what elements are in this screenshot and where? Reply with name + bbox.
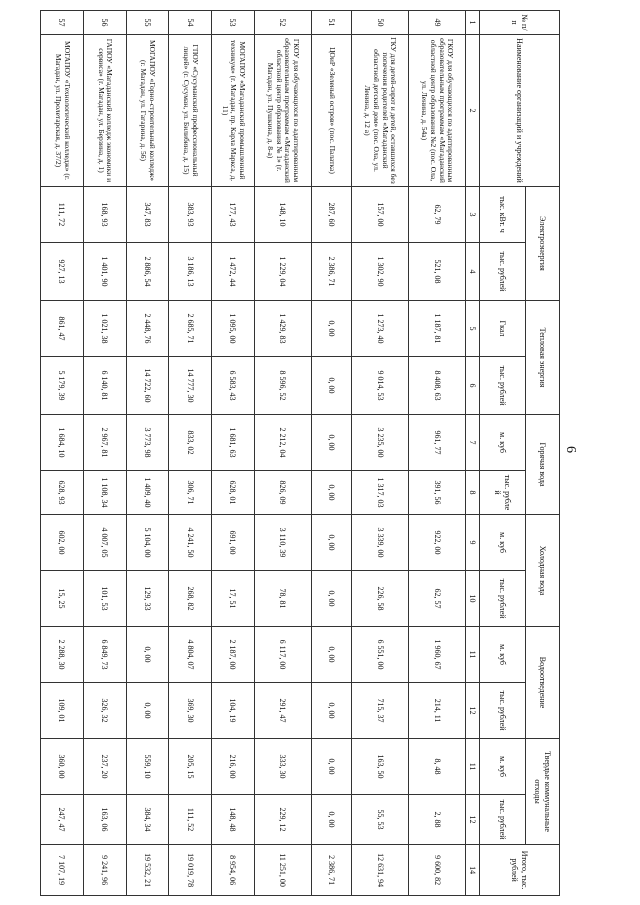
value-cell: 927, 13 bbox=[41, 243, 84, 301]
value-cell: 1 229, 04 bbox=[254, 243, 311, 301]
unit-m3: м. куб bbox=[480, 415, 526, 471]
value-cell: 1 317, 03 bbox=[352, 471, 409, 515]
value-cell: 62, 79 bbox=[409, 187, 466, 243]
page-number: 6 bbox=[563, 446, 578, 453]
value-cell: 101, 53 bbox=[83, 571, 126, 627]
value-cell: 11 251, 00 bbox=[254, 845, 311, 896]
row-number: 52 bbox=[254, 11, 311, 35]
utilities-table bbox=[40, 10, 560, 896]
value-cell: 2 386, 71 bbox=[311, 845, 351, 896]
value-cell: 0, 00 bbox=[126, 627, 169, 683]
value-cell: 306, 71 bbox=[169, 471, 212, 515]
value-cell: 2 212, 04 bbox=[254, 415, 311, 471]
value-cell: 287, 60 bbox=[311, 187, 351, 243]
value-cell: 163, 06 bbox=[83, 795, 126, 845]
column-number: 10 bbox=[466, 571, 480, 627]
value-cell: 55, 53 bbox=[352, 795, 409, 845]
value-cell: 3 773, 98 bbox=[126, 415, 169, 471]
value-cell: 1 472, 44 bbox=[212, 243, 255, 301]
value-cell: 1 095, 00 bbox=[212, 301, 255, 357]
table-row bbox=[83, 11, 126, 896]
organization-name: ГКУ для детей-сирот и детей, оставшихся без попечения родителей «Магаданский областной детский дом» (пос. Ола, ул. Ленина, д. 12 а) bbox=[352, 35, 409, 187]
column-number: 1 bbox=[466, 11, 480, 35]
unit-thrub: тыс. рублей bbox=[480, 795, 526, 845]
unit-thrub: тыс. рублей bbox=[480, 571, 526, 627]
unit-gcal: Гкал bbox=[480, 301, 526, 357]
row-number: 49 bbox=[409, 11, 466, 35]
value-cell: 3 235, 00 bbox=[352, 415, 409, 471]
organization-name: ЦОиР «Зеленый остров» (пос. Палатка) bbox=[311, 35, 351, 187]
value-cell: 391, 56 bbox=[409, 471, 466, 515]
value-cell: 3 110, 39 bbox=[254, 515, 311, 571]
row-number: 56 bbox=[83, 11, 126, 35]
value-cell: 5 104, 00 bbox=[126, 515, 169, 571]
value-cell: 1 187, 81 bbox=[409, 301, 466, 357]
value-cell: 247, 47 bbox=[41, 795, 84, 845]
value-cell: 0, 00 bbox=[311, 471, 351, 515]
value-cell: 383, 93 bbox=[169, 187, 212, 243]
value-cell: 628, 93 bbox=[41, 471, 84, 515]
value-cell: 2 448, 76 bbox=[126, 301, 169, 357]
value-cell: 1 273, 40 bbox=[352, 301, 409, 357]
value-cell: 104, 19 bbox=[212, 683, 255, 739]
row-number: 57 bbox=[41, 11, 84, 35]
table-row bbox=[352, 11, 409, 896]
header-solid-waste: Твердые коммунальные отходы bbox=[526, 739, 560, 845]
value-cell: 6 551, 00 bbox=[352, 627, 409, 683]
table-row bbox=[126, 11, 169, 896]
value-cell: 1 401, 90 bbox=[83, 243, 126, 301]
value-cell: 62, 57 bbox=[409, 571, 466, 627]
table-row bbox=[254, 11, 311, 896]
column-number: 14 bbox=[466, 845, 480, 896]
value-cell: 9 600, 82 bbox=[409, 845, 466, 896]
value-cell: 6 117, 00 bbox=[254, 627, 311, 683]
header-heat: Тепловая энергия bbox=[526, 301, 560, 415]
value-cell: 3 186, 13 bbox=[169, 243, 212, 301]
value-cell: 163, 50 bbox=[352, 739, 409, 795]
value-cell: 7 107, 19 bbox=[41, 845, 84, 896]
value-cell: 111, 52 bbox=[169, 795, 212, 845]
value-cell: 602, 00 bbox=[41, 515, 84, 571]
value-cell: 1 681, 63 bbox=[212, 415, 255, 471]
value-cell: 0, 00 bbox=[311, 357, 351, 415]
value-cell: 8 596, 52 bbox=[254, 357, 311, 415]
rotated-table-container bbox=[40, 10, 560, 895]
value-cell: 369, 30 bbox=[169, 683, 212, 739]
value-cell: 1 108, 34 bbox=[83, 471, 126, 515]
value-cell: 291, 47 bbox=[254, 683, 311, 739]
value-cell: 0, 00 bbox=[311, 795, 351, 845]
value-cell: 333, 30 bbox=[254, 739, 311, 795]
unit-thrub-split: тыс. рубле й bbox=[480, 471, 526, 515]
value-cell: 826, 09 bbox=[254, 471, 311, 515]
table-row bbox=[212, 11, 255, 896]
value-cell: 229, 12 bbox=[254, 795, 311, 845]
value-cell: 861, 47 bbox=[41, 301, 84, 357]
value-cell: 168, 93 bbox=[83, 187, 126, 243]
value-cell: 111, 72 bbox=[41, 187, 84, 243]
value-cell: 715, 37 bbox=[352, 683, 409, 739]
value-cell: 3 339, 00 bbox=[352, 515, 409, 571]
value-cell: 833, 02 bbox=[169, 415, 212, 471]
header-name: Наименование организаций и учреждений bbox=[480, 35, 560, 187]
value-cell: 19 532, 21 bbox=[126, 845, 169, 896]
row-number: 55 bbox=[126, 11, 169, 35]
value-cell: 5 179, 39 bbox=[41, 357, 84, 415]
value-cell: 2 886, 54 bbox=[126, 243, 169, 301]
value-cell: 628, 01 bbox=[212, 471, 255, 515]
organization-name: МОГАПОУ «Горно-строительный колледж» (г. Магадан, ул. Гагарина, д. 56) bbox=[126, 35, 169, 187]
column-number: 8 bbox=[466, 471, 480, 515]
value-cell: 237, 20 bbox=[83, 739, 126, 795]
value-cell: 559, 10 bbox=[126, 739, 169, 795]
value-cell: 78, 81 bbox=[254, 571, 311, 627]
table-row bbox=[169, 11, 212, 896]
value-cell: 1 429, 83 bbox=[254, 301, 311, 357]
value-cell: 8, 48 bbox=[409, 739, 466, 795]
value-cell: 521, 08 bbox=[409, 243, 466, 301]
unit-m3: м. куб bbox=[480, 515, 526, 571]
unit-thrub: тыс. рублей bbox=[480, 357, 526, 415]
value-cell: 347, 83 bbox=[126, 187, 169, 243]
table-row bbox=[311, 11, 351, 896]
value-cell: 205, 15 bbox=[169, 739, 212, 795]
value-cell: 177, 43 bbox=[212, 187, 255, 243]
table-body bbox=[41, 11, 466, 896]
header-sewage: Водоотведение bbox=[526, 627, 560, 739]
value-cell: 4 007, 05 bbox=[83, 515, 126, 571]
column-number: 6 bbox=[466, 357, 480, 415]
value-cell: 360, 00 bbox=[41, 739, 84, 795]
value-cell: 148, 10 bbox=[254, 187, 311, 243]
unit-thrub: тыс. рублей bbox=[480, 683, 526, 739]
value-cell: 268, 82 bbox=[169, 571, 212, 627]
value-cell: 4 804, 07 bbox=[169, 627, 212, 683]
value-cell: 0, 00 bbox=[311, 515, 351, 571]
value-cell: 14 777, 30 bbox=[169, 357, 212, 415]
value-cell: 0, 00 bbox=[311, 627, 351, 683]
value-cell: 0, 00 bbox=[311, 571, 351, 627]
column-number: 11 bbox=[466, 739, 480, 795]
value-cell: 1 960, 67 bbox=[409, 627, 466, 683]
value-cell: 109, 01 bbox=[41, 683, 84, 739]
value-cell: 2, 88 bbox=[409, 795, 466, 845]
value-cell: 1 021, 38 bbox=[83, 301, 126, 357]
value-cell: 17, 51 bbox=[212, 571, 255, 627]
organization-name: ГКОУ для обучающихся по адаптированным образовательным программам «Магаданский областной центр образования №2 (пос. Ола, ул. Ленина, д. 54а) bbox=[409, 35, 466, 187]
organization-name: ГПОУ «Сусуманский профессиональный лицей» (г. Сусуман, ул. Билибина, д. 15) bbox=[169, 35, 212, 187]
value-cell: 9 241, 96 bbox=[83, 845, 126, 896]
value-cell: 14 722, 60 bbox=[126, 357, 169, 415]
value-cell: 15, 25 bbox=[41, 571, 84, 627]
unit-m3: м. куб bbox=[480, 627, 526, 683]
value-cell: 6 849, 73 bbox=[83, 627, 126, 683]
column-number: 7 bbox=[466, 415, 480, 471]
organization-name: МОГАПОУ «Магаданский промышленный техникум» (г. Магадан, пр. Карла Маркса, д. 11) bbox=[212, 35, 255, 187]
value-cell: 1 302, 90 bbox=[352, 243, 409, 301]
row-number: 51 bbox=[311, 11, 351, 35]
value-cell: 961, 77 bbox=[409, 415, 466, 471]
header-total: Итого, тыс. рублей bbox=[480, 845, 560, 896]
value-cell: 1 684, 10 bbox=[41, 415, 84, 471]
value-cell: 0, 00 bbox=[311, 415, 351, 471]
column-numbers-row bbox=[466, 11, 480, 896]
value-cell: 384, 34 bbox=[126, 795, 169, 845]
value-cell: 216, 00 bbox=[212, 739, 255, 795]
value-cell: 0, 00 bbox=[311, 739, 351, 795]
value-cell: 2 386, 71 bbox=[311, 243, 351, 301]
unit-thrub: тыс. рублей bbox=[480, 243, 526, 301]
value-cell: 148, 48 bbox=[212, 795, 255, 845]
value-cell: 2 685, 71 bbox=[169, 301, 212, 357]
unit-kwh: тыс. кВт. ч bbox=[480, 187, 526, 243]
value-cell: 8 408, 63 bbox=[409, 357, 466, 415]
value-cell: 1 409, 40 bbox=[126, 471, 169, 515]
organization-name: ГАПОУ «Магаданский колледж экономики и сервиса» (г. Магадан, ул. Берзина, д. 1) bbox=[83, 35, 126, 187]
row-number: 50 bbox=[352, 11, 409, 35]
value-cell: 157, 00 bbox=[352, 187, 409, 243]
header-cold-water: Холодная вода bbox=[526, 515, 560, 627]
organization-name: МОГАПОУ «Технологический колледж» (г. Магадан, ул. Пролетарская, д. 37/2) bbox=[41, 35, 84, 187]
value-cell: 326, 32 bbox=[83, 683, 126, 739]
value-cell: 6 140, 81 bbox=[83, 357, 126, 415]
value-cell: 9 014, 53 bbox=[352, 357, 409, 415]
table-row bbox=[41, 11, 84, 896]
value-cell: 0, 00 bbox=[311, 301, 351, 357]
value-cell: 0, 00 bbox=[126, 683, 169, 739]
column-number: 5 bbox=[466, 301, 480, 357]
value-cell: 12 631, 94 bbox=[352, 845, 409, 896]
column-number: 2 bbox=[466, 35, 480, 187]
value-cell: 2 967, 81 bbox=[83, 415, 126, 471]
row-number: 53 bbox=[212, 11, 255, 35]
header-electricity: Электроэнергия bbox=[526, 187, 560, 301]
value-cell: 226, 58 bbox=[352, 571, 409, 627]
column-number: 12 bbox=[466, 683, 480, 739]
value-cell: 129, 33 bbox=[126, 571, 169, 627]
unit-m3: м. куб bbox=[480, 739, 526, 795]
column-number: 9 bbox=[466, 515, 480, 571]
header-no: № п/п bbox=[480, 11, 560, 35]
value-cell: 0, 00 bbox=[311, 683, 351, 739]
value-cell: 4 241, 50 bbox=[169, 515, 212, 571]
column-number: 3 bbox=[466, 187, 480, 243]
row-number: 54 bbox=[169, 11, 212, 35]
header-hot-water: Горячая вода bbox=[526, 415, 560, 515]
value-cell: 2 288, 30 bbox=[41, 627, 84, 683]
value-cell: 2 187, 00 bbox=[212, 627, 255, 683]
organization-name: ГКОУ для обучающихся по адаптированным образовательным программам «Магаданский областной центр образования № 1» (г. Магадан, ул. Пушкина, д. 8-а) bbox=[254, 35, 311, 187]
table-row bbox=[409, 11, 466, 896]
column-number: 4 bbox=[466, 243, 480, 301]
value-cell: 8 954, 06 bbox=[212, 845, 255, 896]
value-cell: 214, 11 bbox=[409, 683, 466, 739]
column-number: 12 bbox=[466, 795, 480, 845]
value-cell: 19 019, 78 bbox=[169, 845, 212, 896]
value-cell: 691, 00 bbox=[212, 515, 255, 571]
value-cell: 922, 00 bbox=[409, 515, 466, 571]
value-cell: 6 583, 43 bbox=[212, 357, 255, 415]
column-number: 11 bbox=[466, 627, 480, 683]
